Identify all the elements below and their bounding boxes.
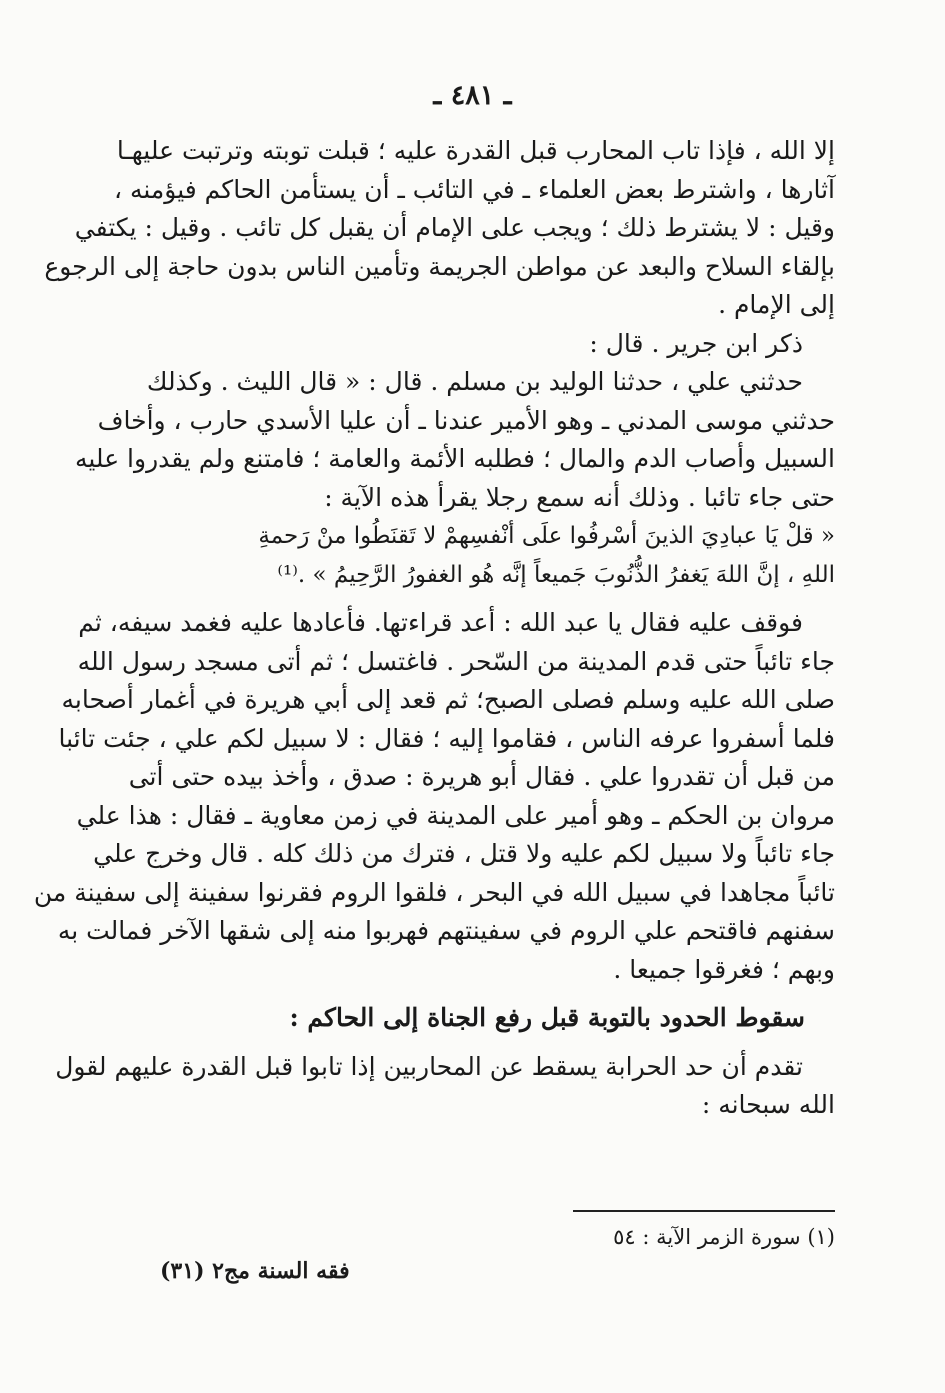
text-line: وقيل : لا يشترط ذلك ؛ ويجب على الإمام أن يقبل كل تائب . وقيل : يكتفي xyxy=(74,213,835,242)
main-text xyxy=(33,132,835,1125)
text-line: فوقف عليه فقال يا عبد الله : أعد قراءتها. فأعادها عليه فغمد سيفه، ثم xyxy=(78,608,803,637)
text-line: حدثني علي ، حدثنا الوليد بن مسلم . قال : « قال الليث . وكذلك xyxy=(146,367,803,396)
page-number: ـ ٤٨١ ـ xyxy=(433,80,512,111)
text-line: جاء تائباً حتى قدم المدينة من السّحر . فاغتسل ؛ ثم أتى مسجد رسول الله xyxy=(77,646,835,676)
text-line: صلى الله عليه وسلم فصلى الصبح؛ ثم قعد إلى أبي هريرة في أغمار أصحابه xyxy=(61,685,835,714)
text-line: حتى جاء تائبا . وذلك أنه سمع رجلا يقرأ هذه الآية : xyxy=(324,482,835,512)
text-line: ذكر ابن جرير . قال : xyxy=(589,328,803,358)
text-line: تائباً مجاهدا في سبيل الله في البحر ، فلقوا الروم فقرنوا سفينة إلى سفينة من xyxy=(33,877,835,907)
text-line: إلا الله ، فإذا تاب المحارب قبل القدرة عليه ؛ قبلت توبته وترتبت عليهـا xyxy=(116,136,835,165)
text-line: بإلقاء السلاح والبعد عن مواطن الجريمة وتأمين الناس بدون حاجة إلى الرجوع xyxy=(44,251,835,281)
text-line: تقدم أن حد الحرابة يسقط عن المحاربين إذا تابوا قبل القدرة عليهم لقول xyxy=(55,1051,803,1081)
footnote: (١) سورة الزمر الآية : ٥٤ xyxy=(613,1225,835,1249)
text-line: من قبل أن تقدروا علي . فقال أبو هريرة : صدق ، وأخذ بيده حتى أتى xyxy=(128,762,835,791)
text-line: السبيل وأصاب الدم والمال ؛ فطلبه الأئمة والعامة ؛ فامتنع ولم يقدروا عليه xyxy=(74,444,835,473)
section-heading: سقوط الحدود بالتوبة قبل رفع الجناة إلى الحاكم : xyxy=(289,1003,805,1032)
text-line: وبهم ؛ فغرقوا جميعا . xyxy=(613,954,835,984)
text-line: حدثني موسى المدني ـ وهو الأمير عندنا ـ أن عليا الأسدي حارب ، وأخاف xyxy=(97,405,835,435)
text-line: جاء تائباً ولا سبيل لكم عليه ولا قتل ، فترك من ذلك كله . قال وخرج علي xyxy=(93,839,835,868)
text-line: آثارها ، واشترط بعض العلماء ـ في التائب ـ أن يستأمن الحاكم فيؤمنه ، xyxy=(113,174,835,204)
text-line: الله سبحانه : xyxy=(701,1090,835,1119)
text-line: إلى الإمام . xyxy=(718,290,835,319)
text-line: سفنهم فاقتحم علي الروم في سفينتهم فهربوا منه إلى شقها الآخر فمالت به xyxy=(57,916,835,945)
text-line: فلما أسفروا عرفه الناس ، فقاموا إليه ؛ فقال : لا سبيل لكم علي ، جئت تائبا xyxy=(58,723,835,753)
quran-verse-line: اللهِ ، إنَّ اللهَ يَغفرُ الذُّنُوبَ جَميعاً إنَّه هُو الغفورُ الرَّحِيمُ » .⁽¹⁾ xyxy=(277,561,835,588)
footnote-divider xyxy=(573,1210,835,1212)
page-footer: فقه السنة مج٢ (٣١) xyxy=(160,1258,350,1284)
quran-verse-line: « قلْ يَا عبادِيَ الذينَ أسْرفُوا علَى أنْفسِهمْ لا تَقنَطُوا منْ رَحمةِ xyxy=(258,523,835,549)
text-line: مروان بن الحكم ـ وهو أمير على المدينة في زمن معاوية ـ فقال : هذا علي xyxy=(76,800,835,830)
